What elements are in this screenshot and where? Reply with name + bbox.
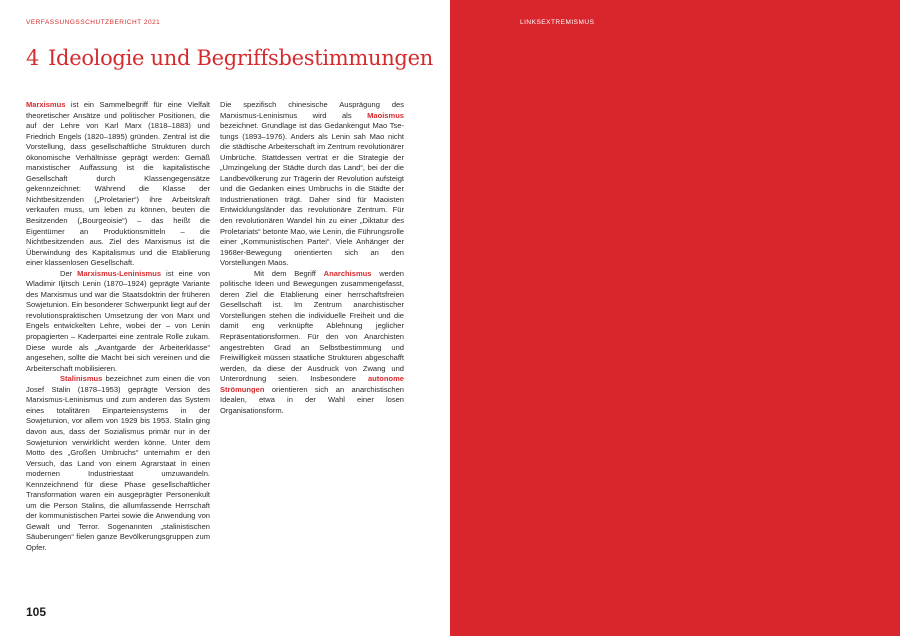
page-number: 105 bbox=[26, 605, 47, 619]
paragraph-text: Mit dem Begriff bbox=[254, 268, 324, 278]
paragraph-text: ist eine von Wladimir Iljitsch Lenin (1870–1924) geprägte Variante des Marxismus und war die Staatsdoktrin der früheren Sowjetunion. Ein besonderer Schwerpunkt liegt auf der revolutionspraktischen Umsetzung der von Marx und Engels entwickelten Lehre, wobei der – von Lenin propagierten – Kaderpartei eine zentrale Rolle zukam. Diese wurde als „Avantgarde der Arbeiterklasse“ angesehen, sollte die Macht bei sich vereinen und die Arbeiterschaft mobilisieren. bbox=[26, 268, 210, 373]
paragraph-stalinismus bbox=[26, 374, 210, 553]
paragraph-text: orientieren sich an anarchistischen Idealen, etwa in der Wahl einer losen Organisationsform. bbox=[220, 384, 404, 415]
chapter-title: Ideologie und Begriffsbestimmungen bbox=[48, 46, 433, 70]
paragraph-anarchismus bbox=[220, 269, 404, 417]
running-header-right: LINKSEXTREMISMUS bbox=[520, 19, 595, 26]
paragraph-maoismus bbox=[220, 100, 404, 269]
chapter-number: 4 bbox=[26, 46, 40, 70]
keyword-autonome-stroemungen: autonome Strömungen bbox=[220, 374, 404, 394]
paragraph-marxismus-leninismus bbox=[26, 269, 210, 374]
red-panel bbox=[450, 0, 900, 636]
paragraph-text: bezeichnet zum einen die von Josef Stalin (1878–1953) geprägte Version des Marxismus-Leninismus und zum anderen das System eines totalitären Einparteiensystems in der Sowjetunion, vor allem von 1929 bis 1953. Stalin ging davon aus, dass der Sozialismus primär nur in der Sowjetunion verwirklicht werden könne. Unter dem Motto des „Großen Umbruchs“ unternahm er den Versuch, das Land von einem Agrarstaat in einen modernen Industriestaat umzuwandeln. Kennzeichnend für diese Phase gesellschaftlicher Transformation waren ein ausgeprägter Personenkult um die Person Stalins, die allumfassende Herrschaft der kommunistischen Partei sowie die Anwendung von Gewalt und Terror. Sogenannten „stalinistischen Säuberungen“ fielen ganze Bevölkerungsgruppen zum Opfer. bbox=[26, 374, 210, 552]
paragraph-text: Der bbox=[60, 268, 78, 278]
keyword-marxismus-leninismus: Marxismus-Leninismus bbox=[77, 268, 162, 278]
paragraph-text: bezeichnet. Grundlage ist das Gedankengut Mao Tse-tungs (1893–1976). Anders als Lenin sah Mao nicht die städtische Arbeiterschaft im Zentrum revolutionärer Umbrüche. Stattdessen vertrat er die Strategie der „Umzingelung der Städte durch das Land“, bei der die Landbevölkerung zur Trägerin der Revolution aufsteigt und die Gedanken eines Umbruchs in die Städte der Industrienationen trägt. Daher sind für Maoisten Entwicklungsländer das revolutionäre Zentrum. Für den revolutionären Wandel hin zu einer „Diktatur des Proletariats“ betonte Mao, wie Lenin, die Führungsrolle einer „Kommunistischen Partei“. Viele Anhänger der 1968er-Bewegung orientierten sich an den Vorstellungen Maos. bbox=[220, 121, 404, 268]
chapter-heading bbox=[26, 46, 433, 70]
keyword-anarchismus: Anarchismus bbox=[323, 268, 372, 278]
text-column-right bbox=[220, 100, 404, 416]
paragraph-text: ist ein Sammelbegriff für eine Vielfalt theoretischer Ansätze und politischer Positionen, die auf der Lehre von Karl Marx (1818–1883) und Friedrich Engels (1820–1895) gründen. Zentral ist die Vorstellung, dass gesellschaftliche Strukturen durch ökonomische Verhältnisse geprägt werden: Gemäß marxistischer Auffassung ist die kapitalistische Gesellschaft durch Klassengegensätze gekennzeichnet: Während die Klasse der Nichtbesitzenden („Proletarier“) ihre Arbeitskraft verkaufen muss, um leben zu können, beuten die Besitzenden („Bourgeoisie“) – das heißt die Eigentümer an Produktionsmitteln – die Nichtbesitzenden aus. Ziel des Marxismus ist die Überwindung des Kapitalismus und die Etablierung einer klassenlosen Gesellschaft. bbox=[26, 100, 210, 268]
text-column-left bbox=[26, 100, 210, 554]
paragraph-text: Die spezifisch chinesische Ausprägung des Marxismus-Leninismus wird als bbox=[220, 100, 404, 120]
paragraph-marxismus bbox=[26, 100, 210, 269]
keyword-maoismus: Maoismus bbox=[367, 110, 404, 120]
keyword-stalinismus: Stalinismus bbox=[60, 374, 103, 384]
running-header-left: VERFASSUNGSSCHUTZBERICHT 2021 bbox=[26, 19, 161, 26]
paragraph-text: werden politische Ideen und Bewegungen zusammengefasst, deren Ziel die Etablierung einer herrschaftsfreien Gesellschaft ist. Im Zentrum anarchistischer Vorstellungen stehen die individuelle Freiheit und die damit eng verknüpfte Ablehnung jeglicher Repräsentationsformen. Für den von Anarchisten angestrebten Grad an Selbstbestimmung und Freiwilligkeit müssen staatliche Strukturen abgeschafft werden, da diese der Ausdruck von Zwang und Unterordnung seien. Insbesondere bbox=[220, 268, 404, 384]
keyword-marxismus: Marxismus bbox=[26, 100, 66, 109]
